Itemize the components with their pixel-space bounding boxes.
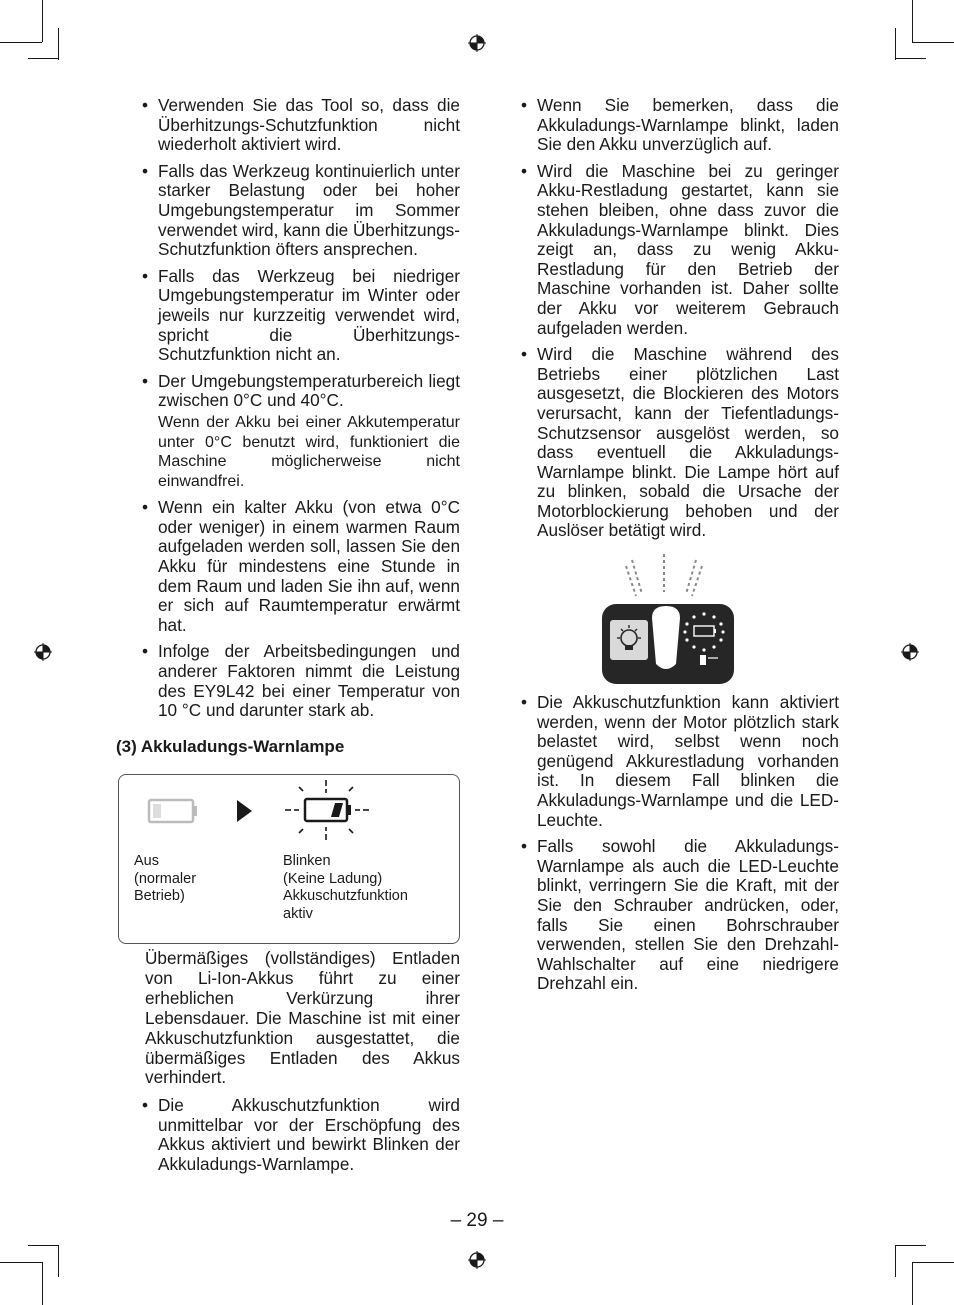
list-item: • Infolge der Arbeitsbedingungen und anderer Faktoren nimmt die Leistung des EY9L42 bei einer Temperatur von 10 °C und darunter stark ab. — [142, 641, 460, 721]
crop-mark — [0, 1262, 42, 1263]
list-item: • Falls sowohl die Akkuladungs-Warnlampe als auch die LED-Leuchte blinkt, verringern Sie die Kraft, mit der Sie den Schrauber andrücken, oder, falls Sie einen Bohrschrauber verwenden, stellen Sie den Drehzahl-Wahlschalter auf eine niedrigere Drehzahl ein. — [521, 836, 839, 994]
section-heading: (3) Akkuladungs-Warnlampe — [116, 737, 345, 756]
crop-mark — [58, 1245, 59, 1277]
list-item: • Wenn ein kalter Akku (von etwa 0°C oder weniger) in einem warmen Raum aufgeladen werden soll, lassen Sie den Akku für mindestens eine Stunde in dem Raum und laden Sie ihn auf, wenn er sich auf Raumtemperatur erwärmt hat. — [142, 497, 460, 635]
crop-mark — [28, 1245, 59, 1246]
left-column — [142, 96, 460, 728]
crop-mark — [42, 0, 43, 42]
list-item: • Die Akkuschutzfunktion kann aktiviert werden, wenn der Motor plötzlich stark belastet wird, selbst wenn noch genügend Akkurestladung vorhanden ist. In diesem Fall blinken die Akkuladungs-Warnlampe und die LED-Leuchte. — [521, 692, 839, 830]
tool-panel-illustration — [590, 552, 740, 687]
list-item: • Verwenden Sie das Tool so, dass die Überhitzungs-Schutzfunktion nicht wiederholt aktiviert wird. — [142, 95, 460, 155]
list-item: • Wird die Maschine bei zu geringer Akku-Restladung gestartet, kann sie stehen bleiben, ohne dass zuvor die Akkuladungs-Warnlampe blinkt. Dies zeigt an, dass zu wenig Akku-Restladung für den Betrieb der Maschine vorhanden ist. Daher sollte der Akku vor weiterem Gebrauch aufgeladen werden. — [521, 160, 839, 338]
battery-warning-diagram — [118, 774, 460, 944]
list-item: • Wenn Sie bemerken, dass die Akkuladungs-Warnlampe blinkt, laden Sie den Akku unverzüglich auf. — [521, 95, 839, 155]
crop-mark — [895, 28, 896, 60]
list-item: • Falls das Werkzeug bei niedriger Umgebungstemperatur im Winter oder jeweils nur kurzzeitig verwendet wird, spricht die Überhitzungs-Schutzfunktion nicht an. — [142, 265, 460, 365]
caption-blink: Blinken (Keine Ladung) Akkuschutzfunktion aktiv — [283, 853, 408, 922]
crop-mark — [895, 1245, 926, 1246]
crop-mark — [58, 28, 59, 60]
list-item: • Die Akkuschutzfunktion wird unmittelbar vor der Erschöpfung des Akkus aktiviert und bewirkt Blinken der Akkuladungs-Warnlampe. — [142, 1095, 460, 1174]
caption-off: Aus (normaler Betrieb) — [134, 853, 197, 904]
page-number: – 29 – — [450, 1210, 504, 1231]
registration-mark-icon — [468, 1251, 486, 1269]
left-column-lower — [142, 1096, 460, 1181]
crop-mark — [912, 42, 954, 43]
registration-mark-icon — [901, 643, 919, 661]
paragraph: Übermäßiges (vollständiges) Entladen von Li-Ion-Akkus führt zu einer erheblichen Verkürzung ihrer Lebensdauer. Die Maschine ist mit einer Akkuschutzfunktion ausgestattet, die übermäßiges Entladen des Akkus verhindert. — [145, 948, 460, 1088]
crop-mark — [895, 58, 926, 59]
crop-mark — [912, 1262, 954, 1263]
crop-mark — [42, 1262, 43, 1305]
list-item: • Wird die Maschine während des Betriebs einer plötzlichen Last ausgesetzt, die Blockieren des Motors verursacht, kann der Tiefentladungs-Schutzsensor ausgelöst werden, so dass eventuell die Akkuladungs-Warnlampe blinkt. Die Lampe hört auf zu blinken, sobald die Ursache der Motorblockierung behoben und der Auslöser betätigt wird. — [521, 344, 839, 541]
list-item: • Der Umgebungstemperaturbereich liegt zwischen 0°C und 40°C. Wenn der Akku bei einer Akkutemperatur unter 0°C benutzt wird, funktioniert die Maschine möglicherweise nicht einwandfrei. — [142, 370, 460, 490]
right-column — [521, 96, 839, 548]
list-item: • Falls das Werkzeug kontinuierlich unter starker Belastung oder bei hoher Umgebungstemperatur im Sommer verwendet wird, kann die Überhitzungs-Schutzfunktion öfters ansprechen. — [142, 160, 460, 260]
temperature-note: Wenn der Akku bei einer Akkutemperatur unter 0°C benutzt wird, funktioniert die Maschine möglicherweise nicht einwandfrei. — [158, 413, 460, 490]
registration-mark-icon — [34, 643, 52, 661]
crop-mark — [895, 1245, 896, 1277]
battery-off-icon — [147, 797, 199, 825]
battery-blinking-icon — [283, 777, 369, 843]
crop-mark — [912, 1262, 913, 1305]
crop-mark — [28, 58, 59, 59]
arrow-right-icon — [235, 799, 253, 823]
registration-mark-icon — [468, 34, 486, 52]
right-column-lower — [521, 693, 839, 1001]
crop-mark — [912, 0, 913, 42]
crop-mark — [0, 42, 42, 43]
